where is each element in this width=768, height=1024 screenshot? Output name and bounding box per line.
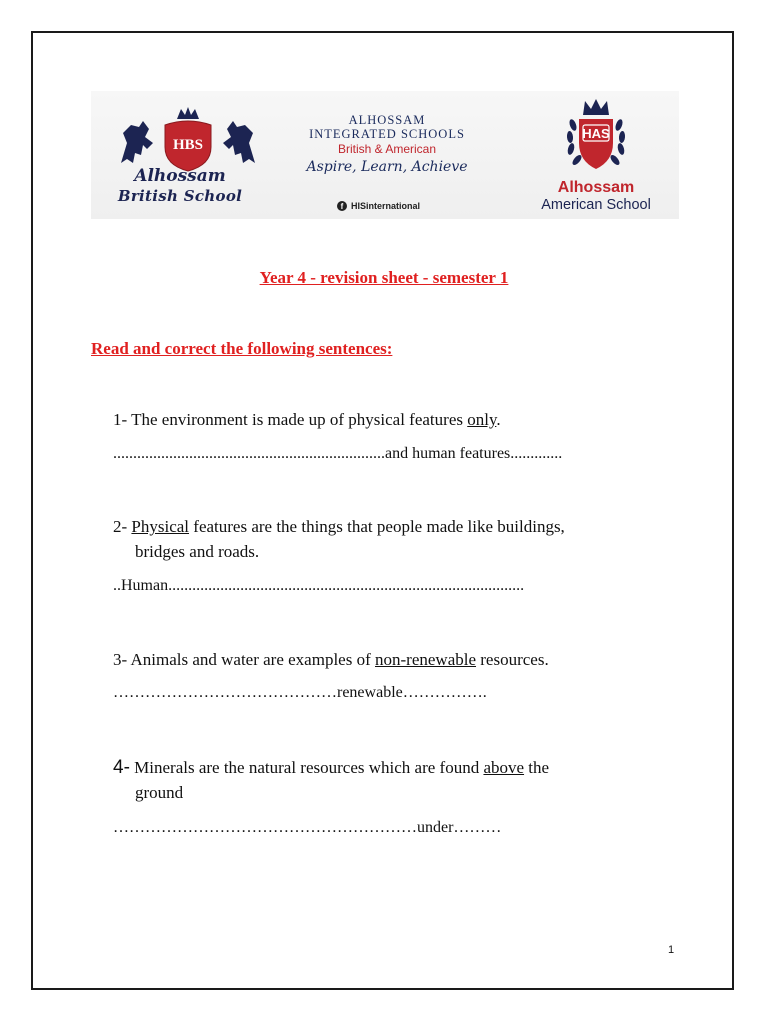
center-motto: Aspire, Learn, Achieve [306,159,468,175]
question-2 [113,514,565,564]
british-crest-initials: HBS [172,137,204,153]
question-4 [113,755,549,805]
question-text-end: features are the things that people made like buildings, [189,517,565,536]
question-number: 2- [113,517,128,536]
integrated-schools-text [277,113,497,177]
instruction-heading: Read and correct the following sentences: [91,339,393,358]
american-school-name-line2: American School [541,197,651,213]
page-number: 1 [668,944,675,956]
question-number: 1- [113,410,128,429]
question-text-end: the [524,758,550,777]
answer-line-2: ..Human......................................................................................... [113,577,525,594]
answer-line-3: ……………………………………renewable……………. [113,684,487,701]
laurel-crest-icon [521,95,671,179]
question-number: 4- [113,757,130,778]
underlined-word: above [483,758,525,777]
underlined-word: non-renewable [375,650,477,669]
question-continuation: bridges and roads. [135,542,260,561]
question-text: Minerals are the natural resources which are found [129,758,484,777]
center-line-integrated: INTEGRATED SCHOOLS [309,127,465,141]
school-banner [91,91,679,219]
question-1 [113,407,501,432]
question-text: The environment is made up of physical features [127,410,468,429]
question-text-end: . [496,410,501,429]
center-line-british-american: British & American [337,142,437,156]
question-3 [113,647,549,672]
question-text-end: resources. [476,650,549,669]
question-text: Animals and water are examples of [127,650,375,669]
british-school-name-line1: Alhossam [134,166,226,186]
american-school-name-line1: Alhossam [557,179,635,196]
center-line-alhossam: ALHOSSAM [348,113,426,127]
lions-crest-icon [113,103,263,173]
page-title: Year 4 - revision sheet - semester 1 [259,268,509,287]
american-school-logo [521,95,671,215]
social-handle [337,201,420,211]
answer-line-4: …………………………………………………under……… [113,819,502,836]
question-number: 3- [113,650,128,669]
underlined-word: only [467,410,497,429]
facebook-icon: f [337,201,347,211]
british-school-name-line2: British School [117,187,243,205]
american-crest-initials: HAS [582,126,610,141]
question-continuation: ground [135,783,184,802]
answer-line-1: ....................................................................and human features............. [113,445,563,462]
underlined-word: Physical [131,517,190,536]
social-handle-text: HISinternational [351,201,421,211]
